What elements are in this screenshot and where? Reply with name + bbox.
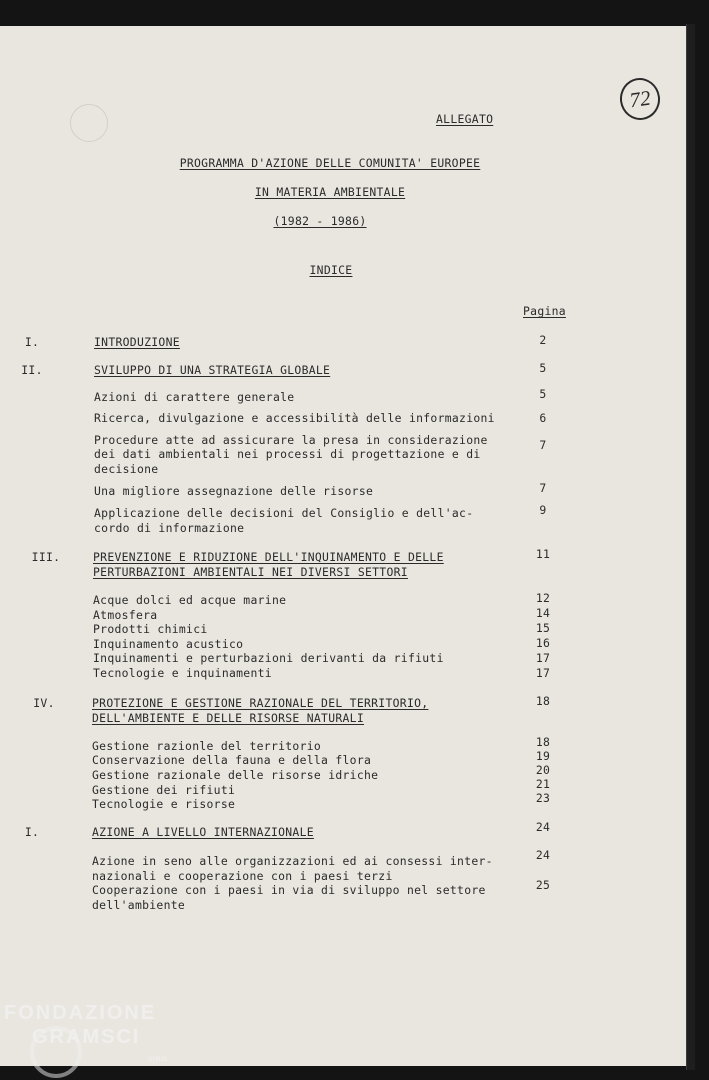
section-number: I. [24, 825, 40, 839]
section-page: 18 [535, 694, 551, 708]
section-title: PROTEZIONE E GESTIONE RAZIONALE DEL TERRITORIO, [92, 696, 429, 710]
document-title-line1: PROGRAMMA D'AZIONE DELLE COMUNITA' EUROPEE [179, 156, 481, 170]
toc-entry-continued: cordo di informazione [94, 521, 245, 535]
toc-entry: Applicazione delle decisioni del Consiglio e dell'ac- [94, 506, 474, 520]
toc-entry: Inquinamento acustico [93, 637, 244, 651]
toc-entry-continued: dell'ambiente [92, 898, 186, 912]
toc-entry: Gestione dei rifiuti [92, 783, 236, 797]
entry-page: 15 [535, 621, 551, 635]
watermark-line2: GRAMSCI [32, 1026, 141, 1048]
section-number: IV. [33, 696, 55, 710]
entry-page: 7 [539, 438, 547, 452]
section-page: 2 [539, 333, 547, 347]
entry-page: 17 [535, 651, 551, 665]
entry-page: 12 [535, 591, 551, 605]
entry-page: 17 [535, 666, 551, 680]
toc-entry: Procedure atte ad assicurare la presa in considerazione [94, 433, 488, 447]
allegato-label: ALLEGATO [436, 112, 494, 126]
entry-page: 16 [535, 636, 551, 650]
toc-entry: Tecnologie e risorse [92, 797, 236, 811]
toc-entry-continued: decisione [94, 462, 159, 476]
entry-page: 24 [535, 848, 551, 862]
toc-entry: Inquinamenti e perturbazioni derivanti da rifiuti [93, 651, 444, 665]
toc-entry: Tecnologie e inquinamenti [93, 666, 272, 680]
toc-entry: Acque dolci ed acque marine [93, 593, 287, 607]
watermark-line1: FONDAZIONE [4, 1002, 157, 1024]
toc-entry: Una migliore assegnazione delle risorse [94, 484, 374, 498]
section-page: 5 [539, 361, 547, 375]
section-title: PREVENZIONE E RIDUZIONE DELL'INQUINAMENTO E DELLE [93, 550, 444, 564]
entry-page: 19 [535, 749, 551, 763]
section-title: AZIONE A LIVELLO INTERNAZIONALE [92, 825, 314, 839]
fondazione-gramsci-watermark [4, 1002, 168, 1063]
section-title: SVILUPPO DI UNA STRATEGIA GLOBALE [94, 363, 331, 377]
page-column-heading: Pagina [523, 304, 566, 318]
entry-page: 25 [535, 878, 551, 892]
section-title-continued: DELL'AMBIENTE E DELLE RISORSE NATURALI [92, 711, 364, 725]
toc-entry: Conservazione della fauna e della flora [92, 753, 372, 767]
entry-page: 6 [539, 411, 547, 425]
entry-page: 23 [535, 791, 551, 805]
toc-entry-continued: dei dati ambientali nei processi di progettazione e di [94, 447, 481, 461]
toc-entry: Gestione razionale delle risorse idriche [92, 768, 379, 782]
binder-edge [686, 24, 695, 1070]
toc-entry: Atmosfera [93, 608, 158, 622]
toc-entry-continued: nazionali e cooperazione con i paesi terzi [92, 869, 393, 883]
entry-page: 7 [539, 481, 547, 495]
entry-page: 5 [539, 387, 547, 401]
toc-entry: Prodotti chimici [93, 622, 208, 636]
document-title-line2: IN MATERIA AMBIENTALE [254, 185, 406, 199]
section-number: III. [31, 550, 61, 564]
toc-entry: Azioni di carattere generale [94, 390, 295, 404]
section-number: II. [21, 363, 43, 377]
entry-page: 9 [539, 503, 547, 517]
entry-page: 14 [535, 606, 551, 620]
index-heading: INDICE [309, 263, 353, 277]
toc-entry: Cooperazione con i paesi in via di sviluppo nel settore [92, 883, 486, 897]
document-page [0, 26, 688, 1066]
toc-entry: Azione in seno alle organizzazioni ed ai consessi inter- [92, 854, 493, 868]
entry-page: 20 [535, 763, 551, 777]
watermark-line3: onlus [148, 1054, 168, 1063]
document-title-years: (1982 - 1986) [273, 214, 367, 228]
section-number: I. [24, 335, 40, 349]
entry-page: 18 [535, 735, 551, 749]
toc-entry: Gestione razionle del territorio [92, 739, 322, 753]
section-title: INTRODUZIONE [94, 335, 180, 349]
toc-entry: Ricerca, divulgazione e accessibilità delle informazioni [94, 411, 495, 425]
page-number-stamp: 72 [617, 75, 662, 122]
section-title-continued: PERTURBAZIONI AMBIENTALI NEI DIVERSI SETTORI [93, 565, 408, 579]
section-page: 11 [535, 547, 551, 561]
faded-stamp-mark [70, 104, 108, 142]
section-page: 24 [535, 820, 551, 834]
entry-page: 21 [535, 777, 551, 791]
